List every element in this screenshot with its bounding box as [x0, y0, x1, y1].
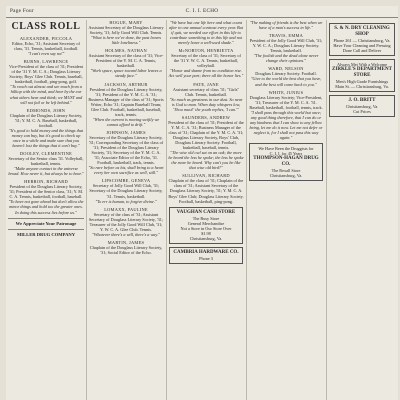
ad-line: Christiansburg, Va. — [345, 104, 379, 110]
student-name: EDMONDS, JOHN — [26, 107, 66, 113]
column-4 — [248, 20, 324, 400]
student-motto: "The making of friends is the best when we have of a man's success in life." — [249, 20, 323, 31]
roll-entry — [168, 173, 244, 203]
student-activities: Chaplain of the Douglass Literary Society, '31; Social Editor of the Echo. — [89, 244, 163, 255]
roll-entry — [88, 48, 164, 78]
vaughan-cash-store-ad — [169, 207, 243, 244]
ad-line: Christiansburg, Va. — [269, 173, 303, 179]
ad-line: General Merchandise — [187, 220, 225, 226]
student-motto: "To err is human, to forgive divine." — [95, 198, 157, 204]
page-number: Page Four — [10, 8, 34, 14]
student-motto: "When the current is moving swiftly we cannot afford to drift." — [92, 116, 160, 127]
student-motto: "The foolish and the dead alone never change their opinions." — [253, 53, 319, 64]
ad-heading: VAUGHAN CASH STORE — [176, 209, 236, 215]
britt-ad — [329, 95, 395, 117]
student-name: SAUNDERS, ANDREW — [181, 114, 231, 120]
student-motto: "What is here we've done, the past leaves little loneliness." — [90, 35, 162, 46]
column-3 — [168, 20, 244, 400]
running-head — [6, 6, 398, 16]
student-name: HOLMES, NATHAN — [105, 48, 147, 54]
student-activities: Secretary of the class of '31; Assistant Secretary of Douglass Literary Society, '31; Treasurer of the Jolly Good Will Club, '31; Y. W. C. A. Glee Club. Tennis. — [88, 211, 164, 232]
student-activities: Secretary of the Douglass Literary Society, '31; Corresponding Secretary of the class of '31; President of the Douglass Literary Society, '31; Secretary of the Y. M. C. A. '31; Associate Editor of the Echo, '31. Football, basketball, track, tennis. — [88, 134, 164, 166]
ad-line: C. I. I. for 45 Years — [269, 151, 303, 157]
student-motto: "Honor and shame from no condition rise. Act well your part; there all the honor lies." — [168, 68, 244, 79]
roll-entry — [248, 66, 324, 86]
class-roll-title: CLASS ROLL — [11, 21, 81, 32]
student-motto: "We have but one life here and what count after in one annual contrast every year. But if quit, we needed our effort in this life to contribute something to in this life and not merely leave a well-used shade." — [169, 20, 243, 46]
ad-line: Have Your Cleaning and Pressing — [333, 43, 391, 49]
student-activities: Assistant Secretary of the class of '31; Vice-President of the Y. M. C. A. Tennis, basketball. — [88, 53, 164, 69]
ad-line: Done Call and Deliver — [342, 48, 382, 54]
column-1 — [8, 20, 84, 400]
student-motto: "To reach out almost and see much from a hilltop with the mind, and hear by the ear what others hear and think; we MUST and will not fail or be left behind." — [9, 84, 83, 105]
student-motto: "Make anyone contact in the universe broad. How never it, but always be to hear." — [8, 166, 84, 177]
roll-entry — [88, 82, 164, 127]
student-name: DOOLEY, CLEMENTINE — [19, 150, 73, 156]
student-motto: "So much as greatness in our dust. So near is God to man. When duty whispers low, 'Thou must!' the youth replies, 'I can.'" — [169, 96, 243, 112]
column-2 — [88, 20, 164, 400]
ad-heading: THOMPSON-HAGAN DRUG CO. — [253, 156, 319, 168]
roll-entry-continued — [248, 20, 324, 30]
student-activities: Secretary of Jolly Good Will Club, '31; Secretary of the Douglass Literary Society, '31. Tennis, basketball. — [89, 183, 163, 199]
cambria-hardware-ad — [169, 247, 243, 264]
student-name: LOMAXX, PAULINE — [104, 206, 148, 212]
ad-line: Christiansburg, Va. — [189, 235, 223, 241]
ad-line: Main St. — Christiansburg, Va. — [335, 84, 389, 90]
student-activities: Douglass Literary Society; Vice-President, '31; Treasurer of the Y. M. C. A. '31. Baseball, basketball, football, tennis, track. — [249, 94, 323, 110]
roll-entry — [8, 59, 84, 104]
ad-line: The Rexall Store — [271, 168, 301, 174]
ad-line: Men's High Grade Furnishings — [335, 79, 389, 85]
student-activities: Editor, Echo, '31; Assistant Secretary of class, '31. Tennis, basketball, football. — [12, 41, 80, 52]
column-divider — [166, 20, 167, 400]
roll-entry — [88, 20, 164, 45]
student-name: SULLIVAN, RICHARD — [182, 173, 230, 179]
ad-line: $1.98 — [201, 230, 211, 236]
column-5 — [328, 20, 396, 400]
student-name: MARTIN, JAMES — [107, 239, 145, 245]
student-name: ALEXANDER, PICCOLA — [19, 36, 73, 41]
roll-entry — [88, 178, 164, 203]
ad-line: Always Met With a Welcome — [336, 62, 388, 68]
student-activities: Chaplain of the Douglass Literary Society, '31; Y. M. C. A. Baseball, basketball, football. — [9, 112, 83, 128]
roll-entry-continued — [168, 20, 244, 45]
thompson-hagan-drug-ad — [249, 143, 323, 181]
student-name: WARD, NELSON — [268, 66, 304, 72]
student-motto: "I shall pass through this world but once; any good thing therefore, that I can do or any kindness that I can show to any fellow being, let me do it now. Let me not defer or neglect it, for I shall not pass this way again." — [249, 109, 323, 140]
zirkle-department-store-ad — [329, 59, 395, 92]
advertisement-line: We Appreciate Your Patronage — [8, 218, 84, 226]
ad-heading: CAMBRIA HARDWARE CO. — [173, 249, 239, 255]
student-activities: President of the class of '31; President of the Y. M. C. A. '31; Business Manager of the class of '31; Chaplain of the Y. M. C. A. '31; Douglass Literary Society, Boys' Club, Douglass Literary Society. Football, basketball, baseball, tennis. — [168, 119, 244, 151]
student-motto: "So rare before as his, shall bring to a heart every her own sacrifice as well, still." — [88, 165, 164, 176]
roll-entry — [168, 48, 244, 78]
ad-line: Cut Prices — [353, 109, 371, 115]
student-motto: "Work space, space toward labor leaves a steady face." — [90, 68, 162, 79]
student-motto: "I can't even say no!" — [27, 51, 65, 57]
ad-heading: ZIRKLE'S DEPARTMENT STORE — [332, 67, 392, 79]
ad-line: Phone 261 — Christiansburg, Va. — [333, 38, 391, 43]
roll-entry — [8, 36, 84, 56]
student-activities: Secretary of the Senior class '31. Volleyball, basketball, tennis. — [8, 156, 84, 167]
roll-entry — [168, 115, 244, 171]
ad-line: Phone 3 — [199, 255, 213, 261]
student-activities: Assistant Secretary of the Douglass Literary Society, '31; Jolly Good Will Club. Tennis. — [88, 25, 164, 36]
roll-entry — [248, 90, 324, 140]
student-name: HOGUE, MARY — [109, 20, 143, 25]
student-activities: President of the Douglass Literary Society, '31; President of the Y. M. C. A. '31; Business Manager of the class of '31; Sports Writer, Echo '31; Captain Baseball Team; Glee Club. Football, basketball, baseball, track, tennis. — [88, 86, 164, 117]
ad-line: The Busy Store — [192, 215, 220, 221]
header-rule — [6, 17, 398, 18]
roll-entry — [248, 33, 324, 63]
student-name: BURNS, LAWRENCE — [23, 59, 69, 65]
roll-entry — [168, 82, 244, 112]
column-divider — [246, 20, 247, 400]
student-name: WHITE, JUNIUS — [268, 89, 304, 95]
ad-line: We Have Been the Druggists for — [258, 146, 314, 152]
roll-entry — [88, 240, 164, 255]
student-name: JOHNSON, JAMES — [106, 129, 146, 135]
student-name: McNORTON, HENRIETTA — [178, 48, 234, 54]
student-activities: President of the Jolly Good Will Club, '31; Y. W. C. A.; Douglass Literary Society. Tennis, basketball. — [249, 38, 323, 54]
student-motto: "It's good to hold money and the things that money can buy, but it's good to check up once in a while and make sure that you haven't lost the things that it can't buy." — [8, 127, 84, 148]
roll-entry — [8, 151, 84, 176]
ad-line: Not a Store in Our Store Over — [180, 225, 232, 231]
student-activities: President of the Douglass Literary Society, '31; President of the Senior class, '31; Y. M. C. A. Tennis, basketball, football, baseball. — [8, 184, 84, 200]
student-motto: "To have not gone ahead but don't allow the minor things and hold too the greater ones. In doing this success lies before us." — [8, 199, 84, 215]
newspaper-page — [6, 6, 398, 400]
advertisement-line: MILLER DRUG COMPANY — [8, 229, 84, 237]
roll-entry — [8, 179, 84, 214]
student-name: TRAVIS, EMMA — [268, 33, 304, 39]
student-motto: "The wise old owl sat on an oak; the more he heard the less he spoke; the less he spoke the more he heard. Why can't you be like that wise old bird?" — [168, 150, 244, 171]
ad-heading: S. & N. DRY CLEANING SHOP — [334, 26, 390, 37]
student-motto: "Whatever there's a will, there's a way." — [92, 231, 160, 237]
student-activities: Assistant secretary of class '31; "Girls" Club. Tennis, basketball. — [172, 86, 240, 97]
student-name: LIPSCOMBE, GENEVA — [101, 178, 151, 184]
roll-entry — [8, 108, 84, 148]
roll-entry — [88, 130, 164, 175]
student-name: JACKSON, ARTHUR — [104, 81, 148, 87]
column-divider — [86, 20, 87, 400]
student-motto: "Give to the world the best that you have, and the best will come back to you." — [250, 76, 322, 87]
ad-heading: J. O. BRITT — [348, 98, 376, 104]
student-activities: Vice-President of the class of '31; President of the '31 Y. M. C. A.; Douglass Literary Society; Boys' Glee Club. Tennis, baseball, basketball, football, ping-pong, golf. — [9, 64, 83, 85]
student-activities: Chaplain of the class of '31; Chaplain of the class of '31; Assistant Secretary of the Douglass Literary Society, '31; Y. M. C. A. Boys' Glee Club; Douglass Literary Society. Football, basketball, ping-pong. — [168, 178, 244, 204]
student-name: PATE, JANE — [193, 81, 219, 87]
newspaper-title: C. I. I. ECHO — [185, 8, 219, 14]
column-divider — [326, 20, 327, 400]
student-name: HERRON, RICHARD — [24, 179, 68, 185]
student-activities: Douglass Literary Society. Football. — [255, 71, 317, 77]
roll-entry — [88, 207, 164, 237]
student-activities: Secretary of the class of '31; Secretary of the '31 Y. W. C. A. Tennis, basketball, volleyball. — [171, 53, 241, 69]
dry-cleaning-ad — [329, 23, 395, 56]
